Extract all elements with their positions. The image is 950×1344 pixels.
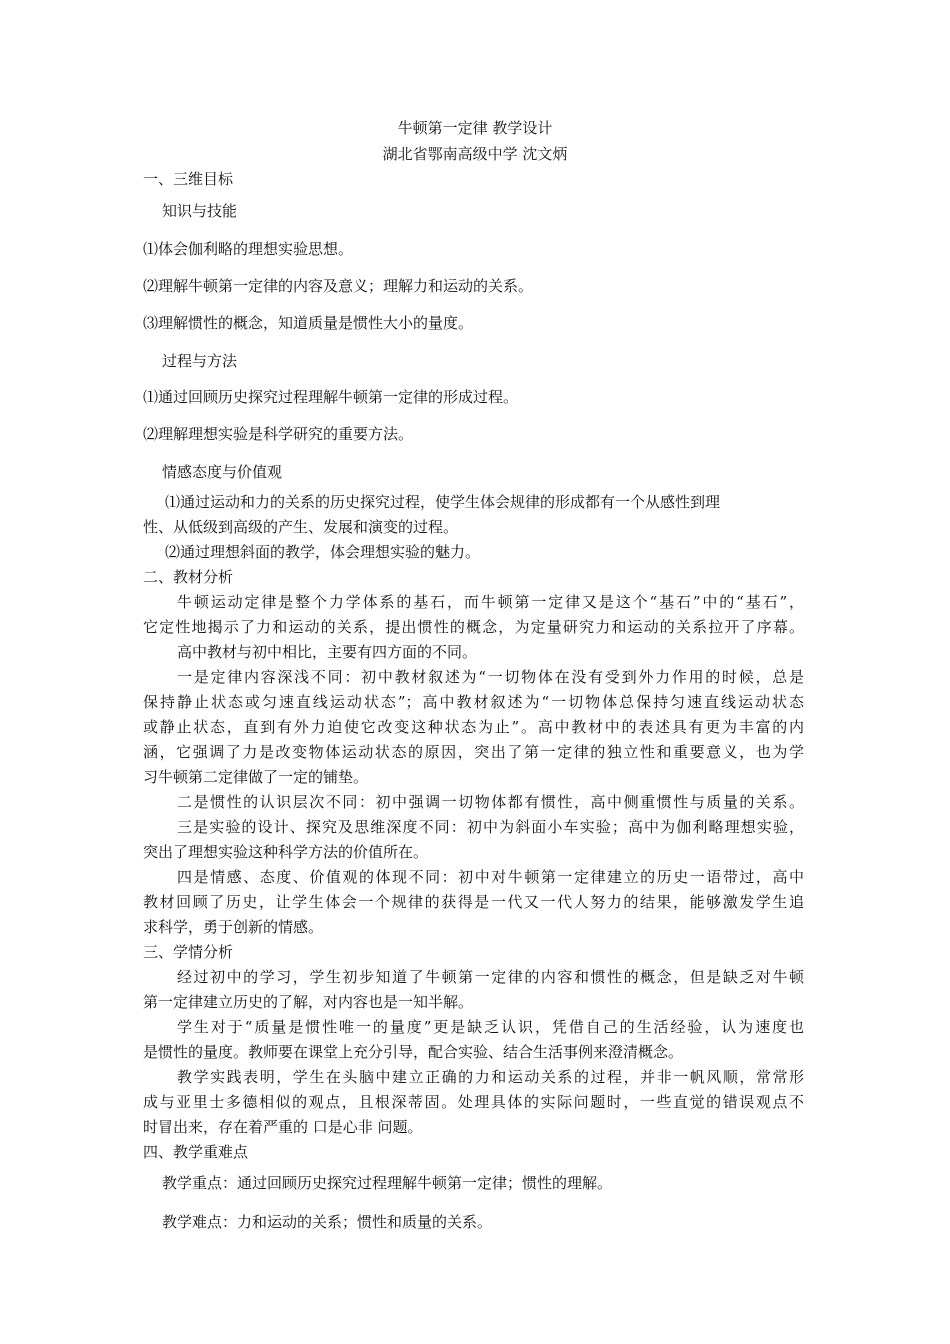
paragraph-line: 成与亚里士多德相似的观点，且根深蒂固。处理具体的实际问题时，一些直觉的错误观点不 xyxy=(143,1093,804,1111)
author-line: 湖北省鄂南高级中学 沈文炳 xyxy=(382,145,568,163)
paragraph-line: 四是情感、态度、价值观的体现不同：初中对牛顿第一定律建立的历史一语带过，高中 xyxy=(177,868,804,886)
goal-item: ⑶理解惯性的概念，知道质量是惯性大小的量度。 xyxy=(143,314,474,332)
difficult-point-line: 教学难点：力和运动的关系；惯性和质量的关系。 xyxy=(162,1213,493,1231)
section-heading-key-points: 四、教学重难点 xyxy=(143,1143,249,1161)
paragraph-line: 是惯性的量度。教师要在课堂上充分引导，配合实验、结合生活事例来澄清概念。 xyxy=(143,1043,684,1061)
goal-item: ⑵通过理想斜面的教学，体会理想实验的魅力。 xyxy=(165,543,481,561)
paragraph-line: 经过初中的学习，学生初步知道了牛顿第一定律的内容和惯性的概念，但是缺乏对牛顿 xyxy=(177,968,804,986)
paragraph-line: 它定性地揭示了力和运动的关系，提出惯性的概念，为定量研究力和运动的关系拉开了序幕。 xyxy=(143,618,804,636)
subheading-knowledge: 知识与技能 xyxy=(162,202,238,220)
goal-item: ⑴体会伽利略的理想实验思想。 xyxy=(143,240,354,258)
paragraph-line: 牛顿运动定律是整个力学体系的基石，而牛顿第一定律又是这个“基石”中的“基石”， xyxy=(177,593,804,611)
document-title: 牛顿第一定律 教学设计 xyxy=(397,119,553,137)
paragraph-line: 高中教材与初中相比，主要有四方面的不同。 xyxy=(177,643,478,661)
paragraph-line: 习牛顿第二定律做了一定的铺垫。 xyxy=(143,768,369,786)
subheading-attitude: 情感态度与价值观 xyxy=(162,463,283,481)
goal-item: ⑴通过运动和力的关系的历史探究过程，使学生体会规律的形成都有一个从感性到理 xyxy=(165,493,721,511)
paragraph-line: 时冒出来，存在着严重的 口是心非 问题。 xyxy=(143,1118,423,1136)
subheading-process: 过程与方法 xyxy=(162,352,238,370)
section-heading-goals: 一、三维目标 xyxy=(143,170,234,188)
goal-item: ⑴通过回顾历史探究过程理解牛顿第一定律的形成过程。 xyxy=(143,388,519,406)
paragraph-line: 三是实验的设计、探究及思维深度不同：初中为斜面小车实验；高中为伽利略理想实验， xyxy=(177,818,804,836)
goal-item: ⑵理解理想实验是科学研究的重要方法。 xyxy=(143,425,414,443)
goal-item-continued: 性、从低级到高级的产生、发展和演变的过程。 xyxy=(143,518,459,536)
paragraph-line: 一是定律内容深浅不同：初中教材叙述为“一切物体在没有受到外力作用的时候，总是 xyxy=(177,668,804,686)
paragraph-line: 第一定律建立历史的了解，对内容也是一知半解。 xyxy=(143,993,474,1011)
paragraph-line: 突出了理想实验这种科学方法的价值所在。 xyxy=(143,843,429,861)
paragraph-line: 涵，它强调了力是改变物体运动状态的原因，突出了第一定律的独立性和重要意义，也为学 xyxy=(143,743,804,761)
goal-item: ⑵理解牛顿第一定律的内容及意义；理解力和运动的关系。 xyxy=(143,277,534,295)
paragraph-line: 或静止状态，直到有外力迫使它改变这种状态为止”。高中教材中的表述具有更为丰富的内 xyxy=(143,718,804,736)
paragraph-line: 二是惯性的认识层次不同：初中强调一切物体都有惯性，高中侧重惯性与质量的关系。 xyxy=(177,793,804,811)
paragraph-line: 求科学，勇于创新的情感。 xyxy=(143,918,324,936)
paragraph-line: 学生对于“质量是惯性唯一的量度”更是缺乏认识，凭借自己的生活经验，认为速度也 xyxy=(177,1018,804,1036)
paragraph-line: 保持静止状态或匀速直线运动状态”；高中教材叙述为“一切物体总保持匀速直线运动状态 xyxy=(143,693,804,711)
key-point-line: 教学重点：通过回顾历史探究过程理解牛顿第一定律；惯性的理解。 xyxy=(162,1174,613,1192)
paragraph-line: 教学实践表明，学生在头脑中建立正确的力和运动关系的过程，并非一帆风顺，常常形 xyxy=(177,1068,804,1086)
section-heading-textbook: 二、教材分析 xyxy=(143,568,234,586)
paragraph-line: 教材回顾了历史，让学生体会一个规律的获得是一代又一代人努力的结果，能够激发学生追 xyxy=(143,893,804,911)
section-heading-students: 三、学情分析 xyxy=(143,943,234,961)
